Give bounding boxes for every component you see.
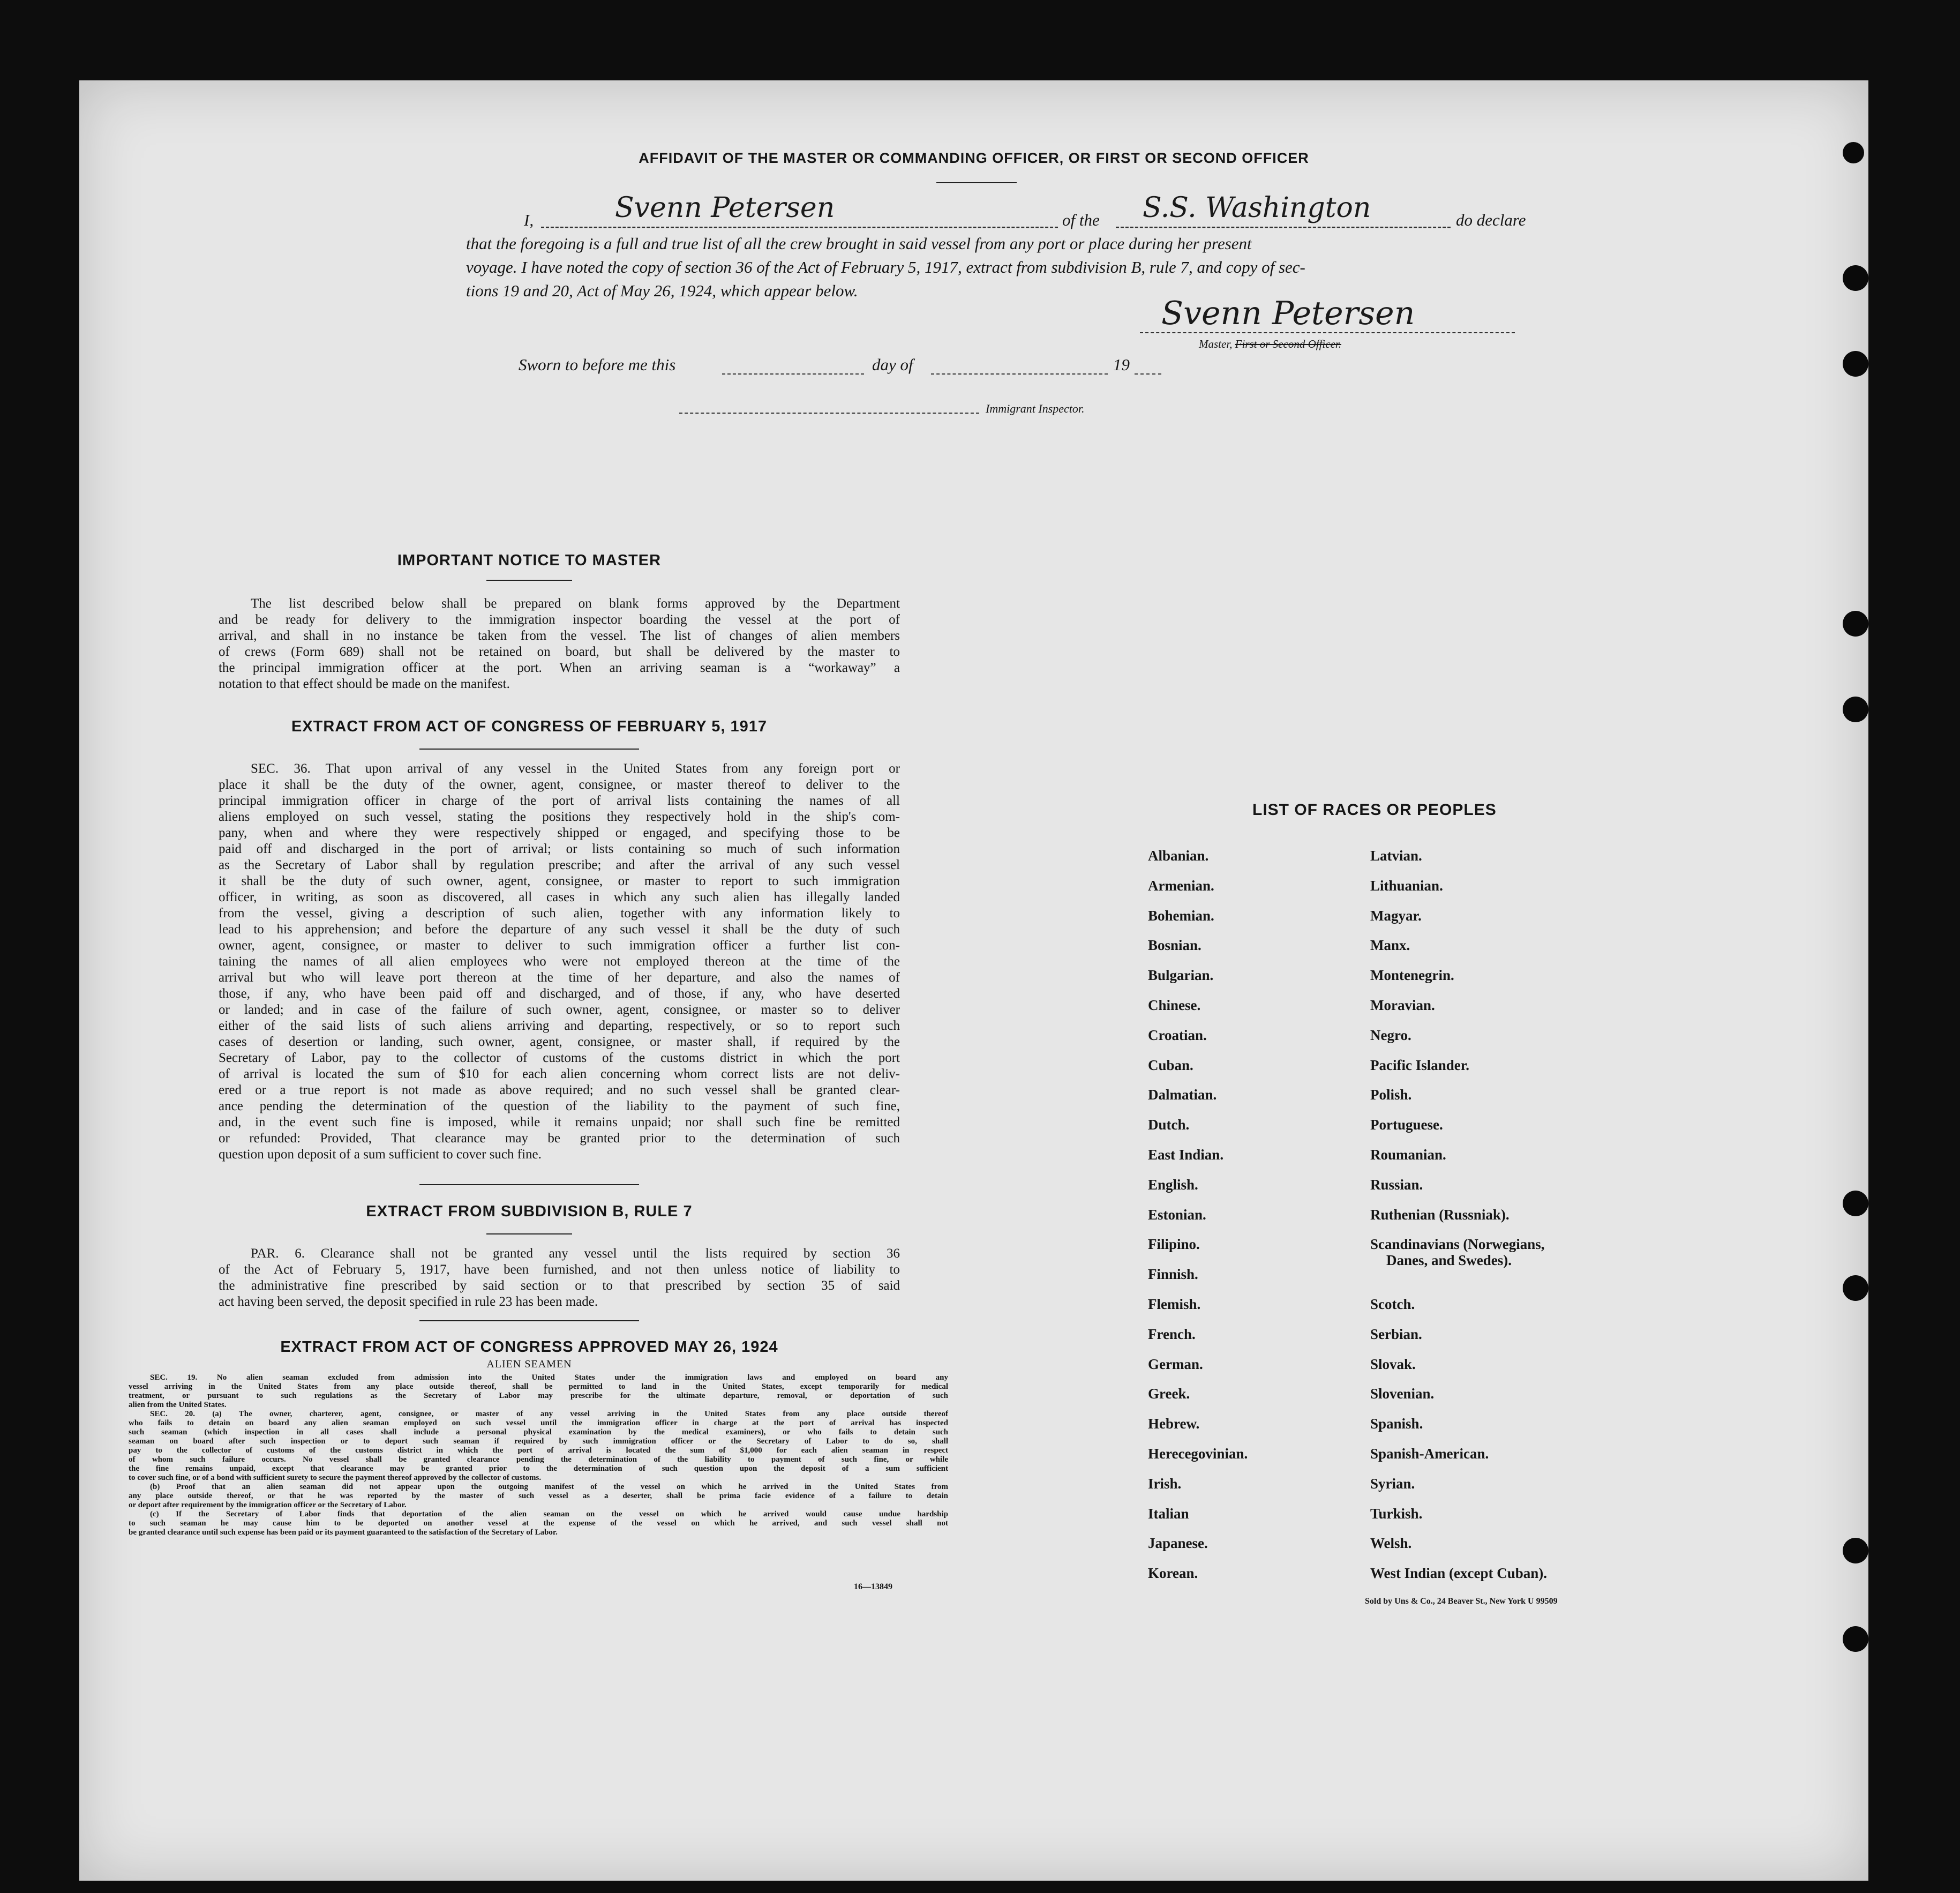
race-item: Slovak.: [1370, 1356, 1416, 1372]
alien-seamen-line: SEC. 20. (a) The owner, charterer, agent, consignee, or master of any vessel arriving in the United States from any place outside thereof: [150, 1410, 948, 1418]
sec36-line: either of the said lists of such aliens arriving and departing, respectively, or so to report such: [219, 1019, 900, 1033]
binder-hole: [1843, 1275, 1868, 1301]
race-item: Syrian.: [1370, 1475, 1415, 1492]
alien-seamen-line: the fine remains unpaid, except that clearance may be granted prior to the determination of such question upon the deposit of a sum sufficient: [129, 1464, 948, 1473]
race-item: Roumanian.: [1370, 1147, 1446, 1163]
notice-body: [219, 596, 900, 692]
race-item: Moravian.: [1370, 997, 1435, 1013]
race-item: Korean.: [1148, 1565, 1198, 1582]
race-item: Bosnian.: [1148, 937, 1201, 954]
master-signature: Svenn Petersen: [1161, 295, 1415, 332]
sworn-day-line: [722, 373, 864, 375]
rule7-body: [219, 1246, 900, 1310]
race-item: Pacific Islander.: [1370, 1057, 1469, 1073]
title-rule: [936, 182, 1017, 183]
race-item: Welsh.: [1370, 1535, 1412, 1552]
par6-line: of the Act of February 5, 1917, have been furnished, and not then unless notice of liability to: [219, 1262, 900, 1277]
declaration-i-label: I,: [524, 211, 534, 229]
race-item: Turkish.: [1370, 1505, 1423, 1522]
extract-1917-body: [219, 761, 900, 1163]
printer-imprint: Sold by Uns & Co., 24 Beaver St., New York U 99509: [1365, 1597, 1558, 1606]
do-declare-label: do declare: [1456, 211, 1526, 229]
notice-line: notation to that effect should be made on the manifest.: [219, 677, 510, 691]
vessel-name-handwritten: S.S. Washington: [1143, 192, 1371, 224]
sec36-line: as the Secretary of Labor shall by regulation prescribe; and after the arrival of any such vessel: [219, 858, 900, 872]
sec36-line: officer, in writing, as soon as discovered, all cases in which any such alien has illegally landed: [219, 890, 900, 904]
notice-line: and be ready for delivery to the immigration inspector boarding the vessel at the port of: [219, 612, 900, 627]
document-page: [79, 80, 1868, 1881]
race-item: Bohemian.: [1148, 907, 1214, 924]
sec36-line: arrival but who will leave port thereon at the time of her departure, and also the names of: [219, 970, 900, 985]
alien-seamen-line: alien from the United States.: [129, 1401, 227, 1409]
race-item: Serbian.: [1370, 1326, 1422, 1342]
notice-line: arrival, and shall in no instance be taken from the vessel. The list of changes of alien members: [219, 628, 900, 643]
binder-hole: [1843, 1538, 1868, 1563]
race-item: Chinese.: [1148, 997, 1201, 1013]
race-item: Polish.: [1370, 1087, 1412, 1103]
sec36-line: pany, when and where they were respectively shipped or engaged, and specifying those to be: [219, 826, 900, 840]
race-item: Russian.: [1370, 1176, 1423, 1193]
alien-seamen-line: (b) Proof that an alien seaman did not appear upon the outgoing manifest of the vessel on which he arrived in the United States from: [150, 1483, 948, 1491]
extract-1924-title: EXTRACT FROM ACT OF CONGRESS APPROVED MAY 26, 1924: [280, 1338, 778, 1356]
sworn-label: Sworn to before me this: [519, 355, 676, 374]
of-the-label: of the: [1062, 211, 1100, 229]
race-item: Herecegovinian.: [1148, 1446, 1248, 1462]
year-label: 19: [1113, 355, 1130, 374]
notice-line: the principal immigration officer at the port. When an arriving seaman is a “workaway” a: [219, 661, 900, 675]
race-item: Magyar.: [1370, 907, 1422, 924]
race-item: Cuban.: [1148, 1057, 1193, 1073]
binder-hole: [1843, 1626, 1868, 1652]
rule7-title: EXTRACT FROM SUBDIVISION B, RULE 7: [366, 1203, 693, 1220]
race-item: Dutch.: [1148, 1117, 1190, 1133]
race-item: Latvian.: [1370, 848, 1422, 864]
binder-hole: [1843, 1191, 1868, 1216]
alien-seamen-line: treatment, or pursuant to such regulations as the Secretary of Labor may prescribe for the ultimate departure, removal, or deportation of such: [129, 1391, 948, 1400]
sec36-line: paid off and discharged in the port of arrival; or lists containing so much of such information: [219, 842, 900, 856]
race-item: Dalmatian.: [1148, 1087, 1217, 1103]
race-item: English.: [1148, 1176, 1198, 1193]
sec36-line: aliens employed on such vessel, stating the positions they respectively hold in the ship's com-: [219, 810, 900, 824]
race-item: Flemish.: [1148, 1296, 1201, 1312]
race-item: Irish.: [1148, 1475, 1182, 1492]
inspector-label: Immigrant Inspector.: [986, 402, 1085, 415]
par6-line: the administrative fine prescribed by said section or to that prescribed by section 35 of said: [219, 1278, 900, 1293]
sec36-line: owner, agent, consignee, or master to deliver to such immigration officer a further list con-: [219, 938, 900, 953]
race-item: Portuguese.: [1370, 1117, 1443, 1133]
race-item-continuation: Danes, and Swedes).: [1386, 1252, 1512, 1269]
master-name-handwritten: Svenn Petersen: [615, 192, 835, 224]
binder-hole: [1843, 697, 1868, 722]
par6-line: PAR. 6. Clearance shall not be granted any vessel until the lists required by section 36: [251, 1246, 900, 1261]
race-item: East Indian.: [1148, 1147, 1224, 1163]
rule7-top-rule: [419, 1184, 639, 1185]
alien-seamen-line: who fails to detain on board any alien seaman employed on such vessel until the immigration officer in charge at the port of arrival has inspected: [129, 1419, 948, 1427]
notice-line: The list described below shall be prepared on blank forms approved by the Department: [251, 596, 900, 611]
race-item: Finnish.: [1148, 1266, 1198, 1283]
name-line: [541, 227, 1058, 228]
sec36-line: ance pending the determination of the question of the liability to the payment of such fine,: [219, 1099, 900, 1113]
sec36-line: cases of desertion or landing, such owner, agent, consignee, or master shall, if required by the: [219, 1035, 900, 1049]
extract-1924-top-rule: [419, 1320, 639, 1321]
affidavit-title: AFFIDAVIT OF THE MASTER OR COMMANDING OFFICER, OR FIRST OR SECOND OFFICER: [639, 150, 1309, 166]
race-item: Lithuanian.: [1370, 877, 1443, 894]
binder-hole: [1843, 265, 1868, 291]
notice-rule: [486, 580, 572, 581]
inspector-line: [679, 413, 979, 414]
race-item: Filipino.: [1148, 1236, 1200, 1253]
races-title: LIST OF RACES OR PEOPLES: [1252, 801, 1497, 819]
race-item: Italian: [1148, 1505, 1189, 1522]
sec36-line: question upon deposit of a sum sufficient to cover such fine.: [219, 1147, 542, 1162]
alien-seamen-line: to cover such fine, or of a bond with sufficient surety to secure the payment thereof approved by the collector of customs.: [129, 1473, 542, 1482]
extract-1924-body: [129, 1373, 948, 1537]
race-item: French.: [1148, 1326, 1196, 1342]
sec36-line: taining the names of all alien employees who were not employed thereon at the time of the: [219, 954, 900, 969]
alien-seamen-line: or deport after requirement by the immigration officer or the Secretary of Labor.: [129, 1501, 407, 1509]
sworn-year-line: [1135, 373, 1161, 375]
alien-seamen-line: (c) If the Secretary of Labor finds that deportation of the alien seaman on the vessel on which he arrived would cause undue hardship: [150, 1510, 948, 1518]
sec36-line: ered or a true report is not made as above required; and no such vessel shall be granted clear-: [219, 1083, 900, 1097]
race-item: Montenegrin.: [1370, 967, 1454, 984]
alien-seamen-line: be granted clearance until such expense has been paid or its payment guaranteed to the satisfaction of the Secretary of Labor.: [129, 1528, 558, 1537]
race-item: Greek.: [1148, 1386, 1190, 1402]
sec36-line: of arrival is located the sum of $10 for each alien concerning whom correct lists are not deliv-: [219, 1067, 900, 1081]
extract-1924-subtitle: ALIEN SEAMEN: [486, 1358, 572, 1370]
sec36-line: those, if any, who have been paid off and discharged, and of those, if any, who have deserted: [219, 986, 900, 1001]
signature-caption-struck: First or Second Officer.: [1235, 338, 1341, 350]
race-item: Manx.: [1370, 937, 1410, 954]
alien-seamen-line: any place outside thereof, or that he was reported by the master of such vessel as a deserter, shall be prima facie evidence of a failure to detain: [129, 1492, 948, 1500]
alien-seamen-line: of whom such failure occurs. No vessel shall be granted clearance pending the determination of the liability to payment of such fine, or while: [129, 1455, 948, 1464]
race-item: Armenian.: [1148, 877, 1214, 894]
race-item: German.: [1148, 1356, 1203, 1372]
sec36-line: lead to his apprehension; and before the departure of any such vessel it shall be the duty of such: [219, 922, 900, 937]
race-item: Japanese.: [1148, 1535, 1208, 1552]
race-item: Hebrew.: [1148, 1416, 1200, 1432]
sec36-line: Secretary of Labor, pay to the collector of customs of the customs district in which the port: [219, 1051, 900, 1065]
sec36-line: and, in the event such fine is imposed, while it remains unpaid; nor shall such fine be remitted: [219, 1115, 900, 1129]
sworn-month-line: [931, 373, 1108, 375]
extract-1917-title: EXTRACT FROM ACT OF CONGRESS OF FEBRUARY 5, 1917: [291, 718, 768, 735]
race-item: Scandinavians (Norwegians,: [1370, 1236, 1545, 1253]
notice-line: of crews (Form 689) shall not be retained on board, but shall be delivered by the master to: [219, 645, 900, 659]
race-item: West Indian (except Cuban).: [1370, 1565, 1548, 1582]
race-item: Spanish-American.: [1370, 1446, 1489, 1462]
race-item: Croatian.: [1148, 1027, 1207, 1043]
vessel-line: [1116, 227, 1451, 228]
signature-caption: [1199, 338, 1341, 351]
race-item: Bulgarian.: [1148, 967, 1214, 984]
race-item: Scotch.: [1370, 1296, 1415, 1312]
alien-seamen-line: seaman on board after such inspection or to deport such seaman if required by such immigration officer or the Secretary of Labor to do so, shall: [129, 1437, 948, 1446]
sec36-line: SEC. 36. That upon arrival of any vessel in the United States from any foreign port or: [251, 761, 900, 776]
race-item: Slovenian.: [1370, 1386, 1435, 1402]
sec36-line: it shall be the duty of such owner, agent, consignee, or master to report to such immigration: [219, 874, 900, 888]
race-item: Spanish.: [1370, 1416, 1423, 1432]
par6-line: act having been served, the deposit specified in rule 23 has been made.: [219, 1295, 598, 1309]
binder-hole: [1843, 351, 1868, 377]
signature-line: [1140, 332, 1515, 333]
sec36-line: or refunded: Provided, That clearance may be granted prior to the determination of such: [219, 1131, 900, 1146]
race-item: Albanian.: [1148, 848, 1209, 864]
signature-caption-master: Master,: [1199, 338, 1233, 350]
alien-seamen-line: such seaman (which inspection in all cases shall include a personal physical examination by the medical examiners), or who fails to detain such: [129, 1428, 948, 1436]
declaration-line-3: voyage. I have noted the copy of section 36 of the Act of February 5, 1917, extract from subdivision B, rule 7, and copy of sec-: [466, 258, 1305, 276]
sec36-line: from the vessel, giving a description of such alien, together with any information likely to: [219, 906, 900, 921]
declaration-line-2: that the foregoing is a full and true list of all the crew brought in said vessel from any port or place during her present: [466, 234, 1252, 253]
race-item: Estonian.: [1148, 1206, 1206, 1223]
alien-seamen-line: vessel arriving in the United States from any place outside thereof, shall be permitted to land in the United States, except temporarily for medical: [129, 1382, 948, 1391]
binder-hole: [1843, 611, 1868, 637]
extract-1917-rule: [419, 749, 639, 750]
sec36-line: place it shall be the duty of the owner, agent, consignee, or master thereof to deliver to the: [219, 777, 900, 792]
rule7-rule: [486, 1233, 572, 1234]
binder-hole: [1843, 142, 1864, 163]
notice-title: IMPORTANT NOTICE TO MASTER: [397, 552, 662, 569]
day-of-label: day of: [872, 355, 913, 374]
alien-seamen-line: pay to the collector of customs of the customs district in which the port of arrival is located the sum of $1,000 for each alien seaman in respect: [129, 1446, 948, 1455]
sec36-line: or landed; and in case of the failure of such owner, agent, consignee, or master so to deliver: [219, 1002, 900, 1017]
alien-seamen-line: SEC. 19. No alien seaman excluded from admission into the United States under the immigration laws and employed on board any: [150, 1373, 948, 1382]
alien-seamen-line: to such seaman he may cause him to be deported on another vessel at the expense of the vessel on which he arrived, and such vessel shall not: [129, 1519, 948, 1528]
sec36-line: principal immigration officer in charge of the port of arrival lists containing the names of all: [219, 794, 900, 808]
race-item: Negro.: [1370, 1027, 1411, 1043]
form-number: 16—13849: [854, 1582, 892, 1591]
race-item: Ruthenian (Russniak).: [1370, 1206, 1510, 1223]
declaration-line-4: tions 19 and 20, Act of May 26, 1924, which appear below.: [466, 281, 858, 300]
